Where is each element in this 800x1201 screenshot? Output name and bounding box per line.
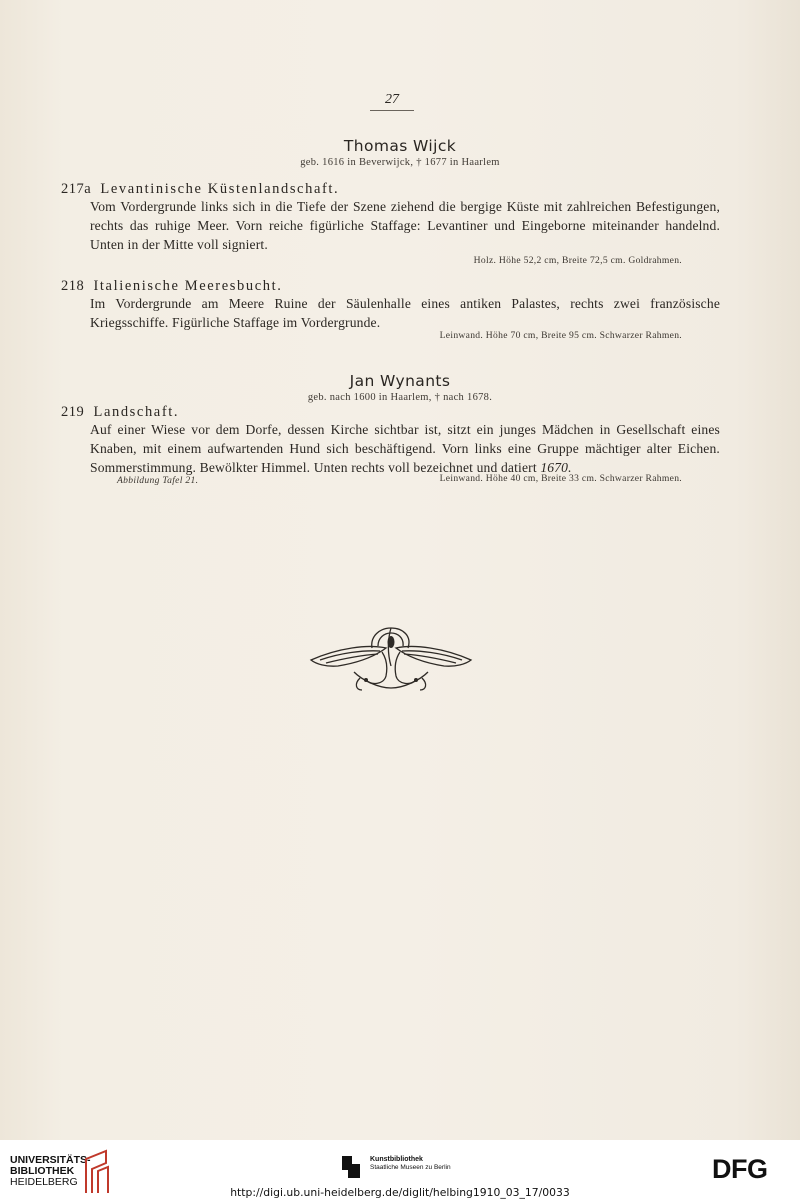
entry-description-217a: Vom Vordergrunde links sich in die Tiefe der Szene ziehend die bergige Küste mit zahlreichen Befestigungen, rechts das ruhige Meer. Vorn reiche figürliche Staffage: Levantiner und Eingeborne miteinander handelnd. Unten in der Mitte voll signiert. bbox=[90, 199, 720, 252]
entry-meta-217a: Holz. Höhe 52,2 cm, Breite 72,5 cm. Goldrahmen. bbox=[473, 255, 682, 266]
kunstbibliothek-logo-icon bbox=[340, 1154, 362, 1180]
entry-meta-219: Leinwand. Höhe 40 cm, Breite 33 cm. Schwarzer Rahmen. bbox=[439, 473, 682, 484]
artist-heading-wynants: Jan Wynants bbox=[349, 372, 451, 390]
artist-life-wijck: geb. 1616 in Beverwijck, † 1677 in Haarlem bbox=[300, 157, 500, 168]
ub-line-3: HEIDELBERG bbox=[10, 1176, 78, 1188]
entry-number: 219 bbox=[61, 404, 85, 420]
plate-reference: Abbildung Tafel 21. bbox=[117, 475, 199, 486]
entry-description-218: Im Vordergrunde am Meere Ruine der Säulenhalle eines antiken Palastes, rechts zwei französische Kriegsschiffe. Figürliche Staffage im Vordergrunde. bbox=[90, 296, 720, 330]
dfg-logo: DFG bbox=[712, 1154, 768, 1184]
entry-title-text: Landschaft. bbox=[93, 404, 180, 420]
ub-line-2: BIBLIOTHEK bbox=[10, 1165, 75, 1177]
entry-description-219 bbox=[90, 421, 720, 477]
source-url[interactable]: http://digi.ub.uni-heidelberg.de/diglit/helbing1910_03_17/0033 bbox=[230, 1186, 570, 1199]
entry-title-217a bbox=[61, 181, 339, 198]
kb-name: Kunstbibliothek bbox=[370, 1156, 423, 1163]
entry-meta-218: Leinwand. Höhe 70 cm, Breite 95 cm. Schwarzer Rahmen. bbox=[439, 330, 682, 341]
art-nouveau-ornament bbox=[308, 622, 474, 694]
entry-description-text: Auf einer Wiese vor dem Dorfe, dessen Kirche sichtbar ist, sitzt ein junges Mädchen in Gesellschaft eines Knaben, mit einem aufwartenden Hund sich beschäftigend. Vorn links eine Gruppe mächtiger alter Eichen. Sommerstimmung. Bewölkter Himmel. Unten rechts voll bezeichnet und datiert bbox=[90, 422, 720, 475]
entry-number: 218 bbox=[61, 278, 85, 294]
ub-heidelberg-logo-text bbox=[10, 1155, 91, 1188]
page-number: 27 bbox=[370, 92, 414, 111]
kb-subtitle: Staatliche Museen zu Berlin bbox=[370, 1164, 451, 1171]
entry-date: 1670. bbox=[540, 459, 572, 475]
entry-number: 217a bbox=[61, 181, 92, 197]
entry-title-text: Levantinische Küstenlandschaft. bbox=[100, 181, 340, 197]
entry-title-219 bbox=[61, 404, 179, 421]
artist-heading-wijck: Thomas Wijck bbox=[343, 137, 457, 155]
ub-line-1: UNIVERSITÄTS- bbox=[10, 1154, 91, 1166]
entry-title-text: Italienische Meeresbucht. bbox=[93, 278, 283, 294]
artist-life-wynants: geb. nach 1600 in Haarlem, † nach 1678. bbox=[307, 392, 493, 403]
entry-title-218 bbox=[61, 278, 282, 295]
kunstbibliothek-label bbox=[370, 1156, 451, 1172]
